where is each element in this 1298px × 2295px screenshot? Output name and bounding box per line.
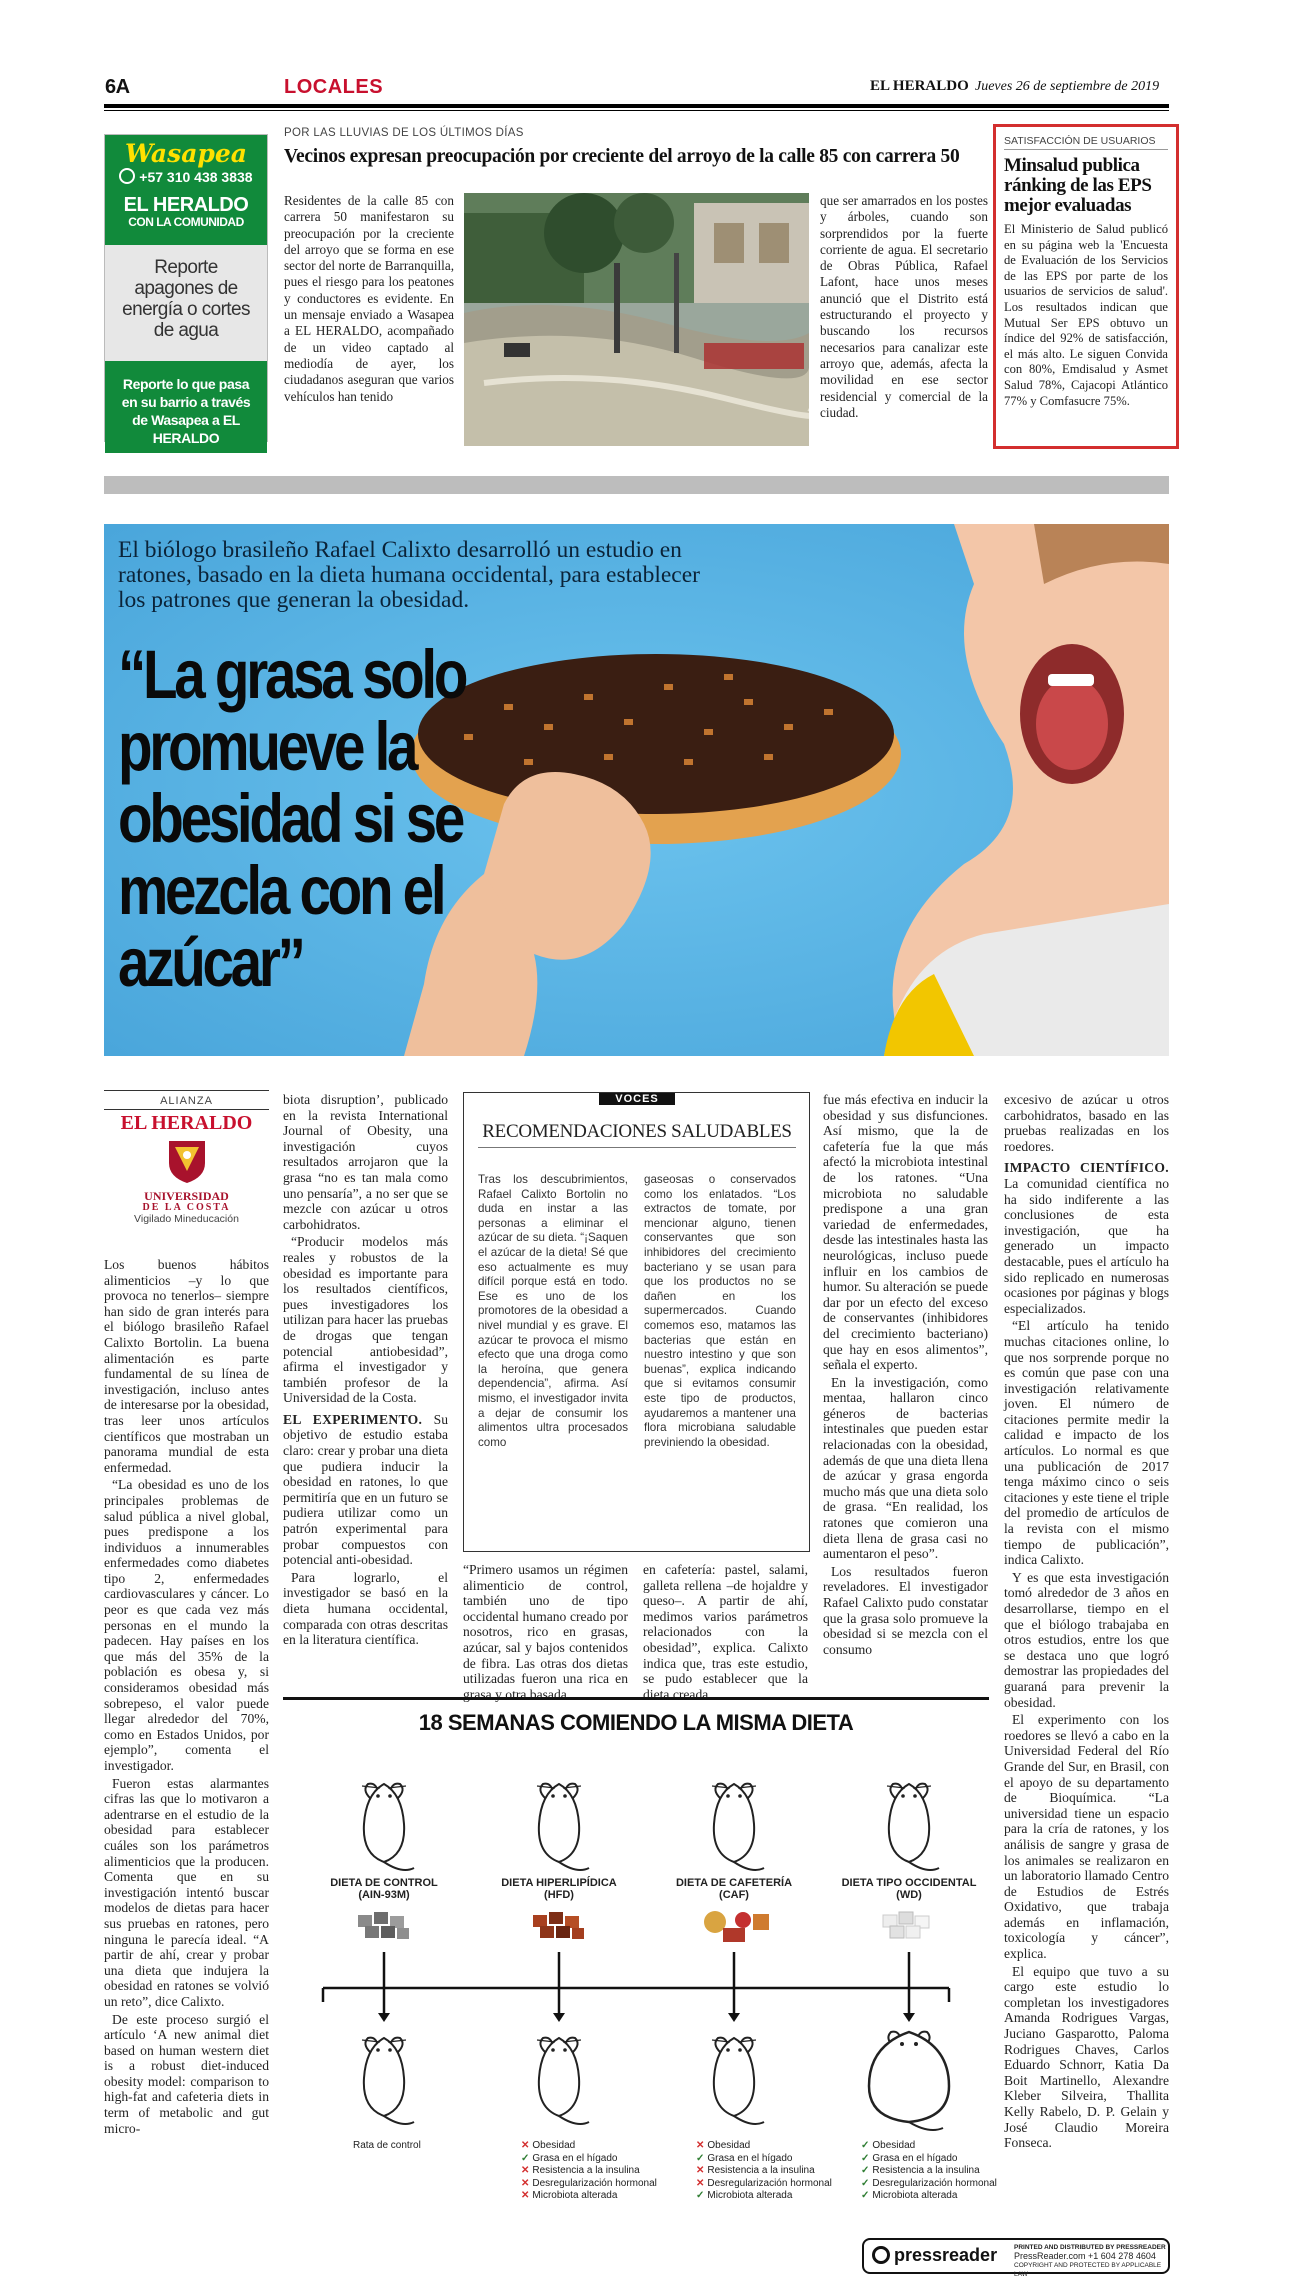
article-col6 [1004,1092,1169,2153]
result-mouse-control-icon [362,2038,414,2124]
check-icon: ✓ [861,2152,870,2164]
check-icon: ✓ [861,2165,870,2176]
diet-label-control: DIETA DE CONTROL (AIN-93M) [330,1877,438,1901]
article-col5 [823,1092,988,1659]
check-icon: ✓ [696,2152,705,2164]
result-list-hfd [521,2140,657,2203]
top-story-kicker: POR LAS LLUVIAS DE LOS ÚLTIMOS DÍAS [284,127,524,139]
mouse-caf-icon [712,1784,764,1870]
section-divider-band [104,476,1169,494]
alliance-vigilado: Vigilado Mineducación [134,1213,239,1225]
result-item: ✕ Obesidad [696,2140,751,2151]
result-item: ✓ Grasa en el hígado [696,2152,793,2164]
header-rule-thin [104,110,1169,111]
article-paragraph: “Producir modelos más reales y robustos de la obesidad es importante para los resultados científicos, pues investigadores los utilizan para hacer las pruebas de drogas que tengan potencial antiobesidad”, afirma el investigador y también profesor de la Universidad de la Costa. [283,1234,448,1406]
voces-left: Tras los descubrimientos, Rafael Calixto Bortolin no duda en instar a las personas a eliminar el azúcar de su dieta. “¡Saquen el azúcar de la dieta! Sé que eso actualmente es muy difícil porque está en todo. Ese es uno de los promotores de la obesidad a nivel mundial y es grave. El azúcar te provoca el mismo efecto que una droga como la heroína, que genera dependencia”, afirma. Así mismo, el investigador invita a dejar de consumir los alimentos ultra procesados como [478,1173,628,1449]
article-paragraph: El experimento con los roedores se llevó a cabo en la Universidad Federal del Río Grande del Sur, en Brasil, con el apoyo de su departamento de Bioquímica. “La universidad tiene un espacio para la cría de ratones, y los análisis de sangre y grasa de los animales se realizaron en un laboratorio llamado Centro de Estudios de Estrés Oxidativo, que trabaja además en inflamación, toxicología y cáncer”, explica. [1004,1712,1169,1962]
pressreader-badge[interactable] [862,2238,1170,2278]
arrow-heads [378,2013,915,2022]
pressreader-line2: PressReader.com +1 604 278 4604 [1014,2251,1156,2261]
infographic [283,1697,997,2220]
sidebar-kicker: SATISFACCIÓN DE USUARIOS [1004,135,1168,150]
article-col2 [283,1092,448,1650]
wasapea-paper: EL HERALDO [123,194,249,216]
cross-icon: ✕ [521,2177,530,2189]
header-rule [104,104,1169,108]
result-item: ✕ Resistencia a la insulina [521,2165,640,2176]
masthead-date: Jueves 26 de septiembre de 2019 [975,79,1160,94]
sidebar-body: El Ministerio de Salud publicó en su página web la 'Encuesta de Evaluación de los Servicios de las EPS por parte de los usuarios de servicios de salud'. Los resultados indican que Mutual Ser EPS obtuvo un índice del 92% de satisfacción, el más alto. Le siguen Convida con 80%, Emdisalud y Asmet Salud 78%, Cajacopi Atlántico 77% y Comfasucre 75%. [1004,222,1168,408]
subhead-impacto: IMPACTO CIENTÍFICO. [1004,1160,1169,1176]
flood-photo [464,193,809,446]
diet-label-caf: DIETA DE CAFETERÍA (CAF) [675,1877,793,1901]
article-paragraph: Los resultados fueron reveladores. El investigador Rafael Calixto pudo constatar que la grasa solo promueve la obesidad si se mezcla con el consumo [823,1563,988,1657]
article-paragraph: EL EXPERIMENTO. Su objetivo de estudio estaba claro: crear y probar una dieta que pudiera inducir la obesidad en ratones, lo que permitiría que en un futuro se pudiera utilizar como un patrón experimental para probar compuestos con potencial anti-obesidad. [283,1411,448,1568]
hero-banner [104,524,1169,1056]
wasapea-logo: Wasapea [125,139,247,168]
wasapea-phone: +57 310 438 3838 [105,168,267,185]
mouse-hfd-icon [537,1784,589,1870]
subhead-experimento: EL EXPERIMENTO. [283,1411,423,1427]
pressreader-logo-icon [872,2246,890,2264]
voces-tag: VOCES [599,1093,675,1105]
article-col1 [104,1257,269,2138]
hero-headline: “La grasa solo promueve la obesidad si se mezcla con el azúcar” [118,636,466,1001]
voces-right: gaseosas o conservados como los enlatados. “Los extractos de tomate, por mencionar alguno, tienen conservantes que son inhibidores del crecimiento bacteriano y se usan para que los productos no se dañen en los supermercados. Cuando comemos eso, matamos las bacterias que están en nuestro intestino y que son buenas”, explica indicando que si evitamos consumir este tipo de productos, ayudaremos a mantener una flora microbiana saludable previniendo la obesidad. [644,1173,796,1449]
hero-intro: El biólogo brasileño Rafael Calixto desarrolló un estudio en ratones, basado en la dieta humana occidental, para establecer los patrones que generan la obesidad. [118,537,700,613]
article-paragraph: En la investigación, como mentaa, hallaron cinco géneros de bacterias intestinales que pueden estar relacionadas con la obesidad, además de que una dieta llena de azúcar y grasa engorda mucho más que una dieta solo de grasa. “En realidad, los ratones que comieron una dieta llena de grasa casi no aumentaron el peso”. [823,1374,988,1562]
article-paragraph: El equipo que tuvo a su cargo este estudio lo completan los investigadores Amanda Rodrigues Vargas, Juciano Gasparotto, Paloma Rodrigues Chaves, Carlos Eduardo Schnorr, Katia Da Boit Martinello, Alexandre Kleber Silveira, Thallita Kelly Rabelo, D. P. Gelain y José Claudio Moreira Fonseca. [1004,1963,1169,2151]
result-list-caf [696,2140,832,2203]
pressreader-line1: PRINTED AND DISTRIBUTED BY PRESSREADER [1014,2244,1166,2251]
result-item: ✓ Desregularización hormonal [861,2177,997,2189]
diet-label-hfd: DIETA HIPERLIPÍDICA (HFD) [501,1877,617,1901]
result-item: ✕ Obesidad [521,2140,576,2151]
page-number: 6A [105,76,130,98]
article-mid-right: en cafetería: pastel, salami, galleta rellena –de hojaldre y queso–. A partir de ahí, medimos varios parámetros relacionados con la obesidad”, explica. Calixto indica que, tras este estudio, se pudo establecer que la dieta creada [643,1562,808,1702]
cross-icon: ✕ [696,2177,705,2189]
alliance-paper: EL HERALDO [120,1112,253,1134]
result-item: ✕ Resistencia a la insulina [696,2165,815,2176]
pressreader-brand: pressreader [894,2245,998,2265]
check-icon: ✓ [521,2152,530,2164]
result-item: ✓ Obesidad [861,2140,916,2151]
section-title: LOCALES [284,76,384,98]
infographic-title: 18 SEMANAS COMIENDO LA MISMA DIETA [418,1710,854,1735]
wasapea-tag: CON LA COMUNIDAD [128,215,244,229]
article-paragraph: Los buenos hábitos alimenticios –y lo que provoca no tenerlos– siempre han sido de gran interés para el biólogo brasileño Rafael Calixto Bortolin. La buena alimentación es parte fundamental de su línea de investigación, incluso antes de interesarse por la obesidad, tras leer unos artículos científicos que mostraban un panorama mundial de esta enfermedad. [104,1257,269,1475]
food-hfd-icon [533,1912,584,1939]
result-item: ✓ Resistencia a la insulina [861,2165,980,2176]
result-item: ✕ Microbiota alterada [521,2190,618,2201]
flood-photo-image [464,193,809,446]
check-icon: ✓ [861,2190,870,2201]
sidebar-headline: Minsalud publica ránking de las EPS mejor evaluadas [1004,155,1152,216]
alliance-block [104,1090,269,1225]
wasapea-report: Reporte apagones de energía o cortes de agua [105,245,267,361]
article-paragraph: Fueron estas alarmantes cifras las que lo motivaron a adentrarse en el estudio de la obesidad para establecer cuáles son los parámetros alimenticios que la producen. Comenta que en su investigación intentó buscar modelos de dietas para hacer sus pruebas en ratones, pero ninguna le parecía ideal. “A partir de ahí, crear y probar una dieta que indujera la obesidad en ratones se volvió un reto”, dice Calixto. [104,1775,269,2009]
article-paragraph: “El artículo ha tenido muchas citaciones online, lo que nos sorprende porque no es común que pase con una investigación relativamente joven. El número de citaciones permite medir la calidad e impacto de los artículos. Lo normal es que una publicación de 2017 tenga máximo cinco o seis citaciones y este tiene el triple del promedio de artículos de la revista con el mismo tiempo de publicación”, indica Calixto. [1004,1318,1169,1568]
diet-label-wd: DIETA TIPO OCCIDENTAL (WD) [841,1877,977,1901]
article-paragraph: “La obesidad es uno de los principales problemas de salud pública a nivel global, pues predispone a los individuos a innumerables enfermedades como diabetes tipo 2, enfermedades cardiovasculares y cáncer. Lo peor es que cada vez más personas en el mundo la padecen. Hay países en los que más del 35% de la población es obesa y, si consideramos obesidad más sobrepeso, el valor puede llegar alrededor del 70%, como en Estados Unidos, por ejemplo”, comenta el investigador. [104,1477,269,1773]
article-mid-left: “Primero usamos un régimen alimenticio de control, también uno de tipo occidental humano creado por nosotros, rico en grasas, azúcar, sal y bajos contenidos de fibra. Las otras dos dietas utilizadas fueron una rica en grasa y otra basada [463,1562,628,1702]
result-list-wd [861,2140,997,2203]
food-wd-icon [883,1912,929,1938]
pressreader-line3: COPYRIGHT AND PROTECTED BY APPLICABLE LAW [1014,2262,1162,2278]
cross-icon: ✕ [521,2165,530,2176]
whatsapp-icon [119,168,135,184]
article-paragraph: IMPACTO CIENTÍFICO. La comunidad científica no ha sido indiferente a las conclusiones de esta investigación, que ha generado un impacto destacable, pues el artículo ha sido replicado en numerosas ocasiones por páginas y blogs especializados. [1004,1160,1169,1316]
article-paragraph: biota disruption’, publicado en la revista International Journal of Obesity, una investigación cuyos resultados arrojaron que la grasa “no es tan mala como uno pensaría”, a no ser que se mezcle con azúcar u otros carbohidratos. [283,1092,448,1232]
check-icon: ✓ [696,2190,705,2201]
wasapea-ad[interactable] [104,134,268,446]
result-item: ✓ Grasa en el hígado [521,2152,618,2164]
wasapea-cta: Reporte lo que pasa en su barrio a través de Wasapea a EL HERALDO [105,361,267,453]
cross-icon: ✕ [521,2140,530,2151]
article-paragraph: excesivo de azúcar u otros carbohidratos, basado en las pruebas realizadas en los roedores. [1004,1092,1169,1154]
alliance-university: UNIVERSIDAD [144,1189,229,1203]
voces-title: RECOMENDACIONES SALUDABLES [478,1121,796,1148]
food-caf-icon [704,1911,769,1942]
cross-icon: ✕ [696,2165,705,2176]
cross-icon: ✕ [696,2140,705,2151]
alliance-university-sub: DE LA COSTA [142,1202,231,1213]
cross-icon: ✕ [521,2190,530,2201]
mouse-control-icon [362,1784,414,1870]
top-story-col1: Residentes de la calle 85 con carrera 50 manifestaron su preocupación por la creciente del arroyo que se forma en ese sector del norte de Barranquilla, pues el riesgo para los peatones y conductores es evidente. En un mensaje enviado a Wasapea a EL HERALDO, acompañado de un video captado al mediodía de ayer, los ciudadanos aseguran que varios vehículos han tenido [284,193,454,404]
connector-lines [323,1952,949,2015]
result-control-label: Rata de control [353,2140,421,2151]
article-paragraph: De este proceso surgió el artículo ‘A new animal diet based on human western diet is a robust diet-induced obesity model: comparison to high-fat and cafeteria diets in term of metabolic and gut micro- [104,2011,269,2136]
result-item: ✓ Grasa en el hígado [861,2152,958,2164]
masthead-name: EL HERALDO [870,78,969,94]
voces-box [463,1092,810,1552]
result-mouse-caf-icon [712,2038,764,2124]
top-story-col3: que ser amarrados en los postes y árboles, cuando son sorprendidos por la fuerte corriente de agua. El secretario de Obras Pública, Rafael Lafont, hace unos meses anunció que el Distrito está estructurando el proyecto y buscando los recursos necesarios para canalizar este arroyo que, además, afecta la movilidad en ese sector residencial y comercial de la ciudad. [820,193,988,420]
result-mouse-hfd-icon [537,2038,589,2124]
university-crest-icon [165,1137,209,1185]
top-story-headline: Vecinos expresan preocupación por creciente del arroyo de la calle 85 con carrera 50 [284,146,960,167]
result-item: ✕ Desregularización hormonal [521,2177,657,2189]
alliance-label: ALIANZA [160,1095,213,1107]
check-icon: ✓ [861,2140,870,2151]
article-paragraph: fue más efectiva en inducir la obesidad y sus disfunciones. Así mismo, que la de cafetería fue la que más afectó la microbiota intestinal de los ratones. “Una microbiota no saludable predispone a una gran variedad de enfermedades, desde las intestinales hasta las neurológicas, incluso puede influir en los cambios de humor. Su alteración se puede dar por un efecto del exceso de conservantes (inhibidores del crecimiento bacteriano) que hay en esos alimentos”, señala el experto. [823,1092,988,1373]
result-item: ✕ Desregularización hormonal [696,2177,832,2189]
food-control-icon [358,1912,409,1939]
result-mouse-wd-icon [869,2032,949,2130]
result-item: ✓ Microbiota alterada [861,2190,958,2201]
check-icon: ✓ [861,2177,870,2189]
mouse-wd-icon [887,1784,939,1870]
article-paragraph: Y es que esta investigación tomó alrededor de 3 años en desarrollarse, tiempo en el que el biólogo trabajaba en otros estudios, entre los que se destaca uno que logró demostrar las propiedades del guaraná para prevenir la obesidad. [1004,1569,1169,1710]
sidebar-story-box [993,124,1179,449]
result-item: ✓ Microbiota alterada [696,2190,793,2201]
article-paragraph: Para lograrlo, el investigador se basó en la dieta humana occidental, comparada con otras descritas en la literatura científica. [283,1569,448,1648]
